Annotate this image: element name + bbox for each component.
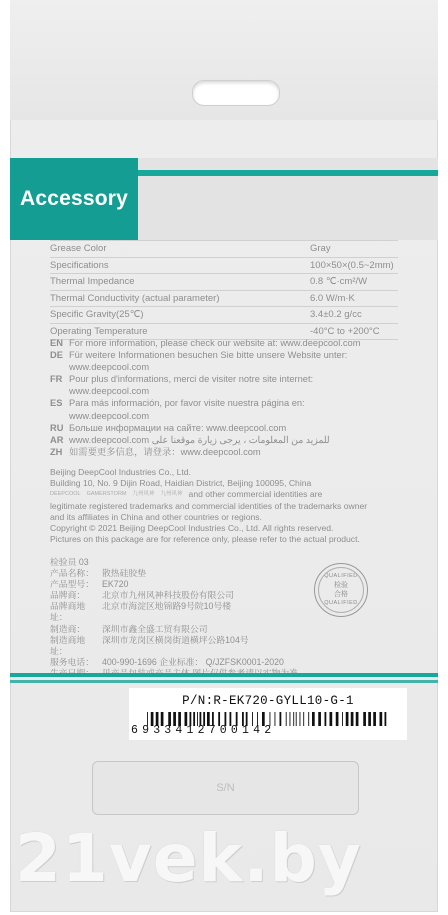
trademark-logos bbox=[50, 489, 405, 500]
serial-number-box bbox=[92, 761, 359, 815]
spec-label: Thermal Impedance bbox=[50, 276, 135, 287]
stamp-bottom: QUALIFIED bbox=[324, 600, 358, 606]
cn-info-label: 产品名称： bbox=[50, 568, 94, 579]
barcode-bar bbox=[336, 712, 339, 726]
language-row bbox=[50, 385, 410, 397]
language-text: Für weitere Informationen besuchen Sie bitte unsere Website unter: bbox=[69, 350, 348, 361]
spec-value: 0.8 ℃·cm²/W bbox=[310, 276, 368, 287]
barcode-bar bbox=[385, 712, 387, 726]
language-text: www.deepcool.com bbox=[69, 410, 150, 421]
pictures-disclaimer: Pictures on this package are for reference only, please refer to the actual product. bbox=[50, 534, 360, 545]
barcode-number: 6933412700142 bbox=[131, 724, 276, 737]
barcode-bar bbox=[363, 712, 366, 726]
cn-info-value: EK720 bbox=[102, 579, 129, 590]
cn-info-label: 检验员 03 bbox=[50, 557, 89, 567]
spec-label: Operating Temperature bbox=[50, 325, 148, 337]
logo-gamerstorm: GAMERSTORM bbox=[86, 491, 127, 498]
bottom-stripe-2 bbox=[10, 680, 438, 683]
language-row bbox=[50, 446, 410, 458]
spec-label: Thermal Conductivity (actual parameter) bbox=[50, 292, 220, 304]
barcode-bar bbox=[330, 712, 333, 726]
language-code bbox=[50, 410, 69, 422]
language-code bbox=[50, 361, 69, 373]
barcode-bar bbox=[286, 712, 287, 726]
legal-text bbox=[50, 467, 405, 545]
cn-info-label: 品牌商地址： bbox=[50, 601, 86, 623]
barcode-bar bbox=[346, 712, 349, 726]
spec-row bbox=[50, 274, 398, 291]
copyright: Copyright © 2021 Beijing DeepCool Industries Co., Ltd. All rights reserved. bbox=[50, 523, 334, 534]
barcode-bar bbox=[293, 712, 294, 726]
barcode-bar bbox=[351, 712, 354, 726]
hang-hole bbox=[192, 80, 280, 106]
cn-info-row bbox=[50, 635, 350, 657]
language-code: EN bbox=[50, 338, 63, 348]
language-text: Para más información, por favor visite nuestra página en: bbox=[69, 398, 305, 409]
language-code: ZH bbox=[50, 446, 63, 457]
qualified-stamp bbox=[314, 563, 368, 617]
language-row bbox=[50, 422, 410, 434]
language-text: www.deepcool.com للمزيد من المعلومات ، يرجى زيارة موقعنا على bbox=[69, 434, 330, 445]
spec-value: 100×50×(0.5~2mm) bbox=[310, 259, 394, 271]
cn-info-value: 400-990-1696 企业标准： Q/JZFSK0001-2020 bbox=[102, 656, 284, 667]
cn-info-row bbox=[50, 601, 350, 623]
cn-info-label: 产品型号： bbox=[50, 579, 94, 590]
logo-jzfs-2: 九州风神 bbox=[160, 491, 183, 498]
stamp-cn2: 合格 bbox=[334, 591, 348, 598]
trademark-text: and other commercial identities are bbox=[188, 489, 323, 500]
spec-row bbox=[50, 258, 398, 275]
company-name: Beijing DeepCool Industries Co., Ltd. bbox=[50, 467, 191, 477]
barcode-bar bbox=[373, 712, 376, 726]
barcode-bar bbox=[325, 712, 327, 726]
watermark: 21vek.by bbox=[15, 820, 362, 897]
cn-info-value: 散热硅胶垫 bbox=[102, 568, 146, 579]
language-code: FR bbox=[50, 374, 63, 385]
barcode-bar bbox=[280, 712, 282, 726]
language-text: www.deepcool.com bbox=[69, 362, 150, 373]
product-label bbox=[129, 688, 407, 740]
logo-jzfs-1: 九州风神 bbox=[132, 491, 155, 498]
barcode-bar bbox=[368, 712, 371, 726]
cn-info-row bbox=[50, 657, 350, 668]
cn-info-value: 深圳市龙岗区横岗街道横坪公路104号 bbox=[102, 634, 249, 645]
cn-info-label: 服务电话： bbox=[50, 656, 94, 667]
language-code: RU bbox=[50, 422, 64, 433]
trademark-line-3: legitimate registered trademarks and commercial identities of the trademarks owner bbox=[50, 500, 368, 511]
language-text: For more information, please check our website at: www.deepcool.com bbox=[69, 338, 361, 348]
cn-info-row bbox=[50, 568, 350, 579]
barcode-bar bbox=[318, 712, 321, 726]
chinese-info bbox=[50, 557, 350, 679]
company-address: Building 10, No. 9 Dijin Road, Haidian District, Beijing 100095, China bbox=[50, 478, 312, 489]
spec-row bbox=[50, 307, 398, 324]
part-number: P/N:R-EK720-GYLL10-G-1 bbox=[182, 694, 354, 708]
spec-table bbox=[50, 240, 398, 340]
barcode-bar bbox=[356, 712, 359, 726]
cn-info-label: 制造商： bbox=[50, 623, 86, 634]
language-code bbox=[50, 385, 69, 397]
language-row bbox=[50, 349, 410, 361]
language-text: www.deepcool.com bbox=[69, 386, 150, 397]
stamp-ring bbox=[318, 567, 364, 613]
language-text: 如需要更多信息，请登录：www.deepcool.com bbox=[69, 446, 261, 457]
language-row bbox=[50, 361, 410, 373]
logo-deepcool: DEEPCOOL bbox=[50, 491, 81, 498]
cn-info-row bbox=[50, 590, 350, 601]
language-row bbox=[50, 434, 410, 446]
barcode-bar bbox=[380, 712, 383, 726]
barcode-bar bbox=[300, 712, 301, 726]
serial-placeholder: S/N bbox=[216, 782, 235, 794]
barcode-bar bbox=[342, 712, 343, 726]
spec-row bbox=[50, 240, 398, 258]
stamp-top: QUALIFIED bbox=[324, 573, 358, 579]
barcode-bar bbox=[296, 712, 297, 726]
language-text: Pour plus d'informations, merci de visiter notre site internet: bbox=[69, 374, 314, 385]
language-code: DE bbox=[50, 350, 63, 361]
cn-info-row bbox=[50, 579, 350, 590]
barcode-bar bbox=[308, 712, 309, 726]
trademark-line-4: and its affiliates in China and other countries or regions. bbox=[50, 511, 262, 522]
cn-info-row bbox=[50, 624, 350, 635]
language-code: AR bbox=[50, 434, 64, 445]
spec-value: 3.4±0.2 g/cc bbox=[310, 309, 362, 320]
language-code: ES bbox=[50, 398, 63, 409]
spec-row bbox=[50, 291, 398, 308]
language-row bbox=[50, 410, 410, 422]
barcode-bar bbox=[312, 712, 315, 726]
accessory-tab bbox=[10, 158, 138, 240]
language-row bbox=[50, 397, 410, 409]
language-row bbox=[50, 373, 410, 385]
hang-tab bbox=[10, 0, 438, 120]
spec-value: 6.0 W/m·K bbox=[310, 292, 355, 304]
cn-info-value: 北京市九州风神科技股份有限公司 bbox=[102, 590, 234, 601]
spec-label: Specific Gravity(25℃) bbox=[50, 309, 144, 320]
cn-info-label: 制造商地址： bbox=[50, 634, 86, 656]
cn-info-value: 深圳市鑫全盛工贸有限公司 bbox=[102, 623, 208, 634]
spec-value: Gray bbox=[310, 243, 331, 254]
language-text: Больше информации на сайте: www.deepcool.com bbox=[69, 422, 287, 433]
cn-info-value: 北京市海淀区地锦路9号院10号楼 bbox=[102, 601, 232, 612]
cn-info-row bbox=[50, 557, 350, 568]
language-row bbox=[50, 337, 410, 349]
barcode-bar bbox=[303, 712, 304, 726]
page-title: Accessory bbox=[19, 187, 129, 210]
spec-label: Specifications bbox=[50, 259, 109, 271]
cn-info-label: 品牌商： bbox=[50, 590, 86, 601]
spec-value: -40°C to +200°C bbox=[310, 325, 380, 337]
spec-label: Grease Color bbox=[50, 243, 107, 254]
barcode-bar bbox=[290, 712, 291, 726]
language-info bbox=[50, 337, 410, 458]
stamp-cn1: 检验 bbox=[334, 582, 348, 589]
bottom-stripe-1 bbox=[10, 673, 438, 677]
